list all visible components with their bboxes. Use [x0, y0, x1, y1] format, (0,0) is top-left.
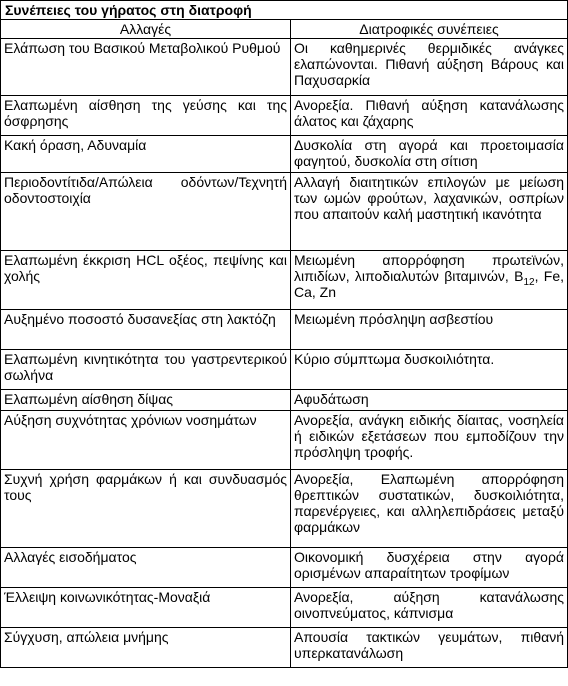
cell-change: Συχνή χρήση φαρμάκων ή και συνδυασμός τους — [1, 470, 291, 548]
cell-consequence: Κύριο σύμπτωμα δυσκοιλιότητα. — [291, 350, 568, 390]
cell-change: Ελαπωμένη αίσθηση της γεύσης και της όσφρησης — [1, 96, 291, 136]
cell-consequence: Απουσία τακτικών γευμάτων, πιθανή υπερκατανάλωση — [291, 628, 568, 668]
table-row — [1, 628, 568, 668]
cell-consequence: Ανορεξία. Πιθανή αύξηση κατανάλωσης άλατος και ζάχαρης — [291, 96, 568, 136]
header-consequences: Διατροφικές συνέπειες — [291, 20, 568, 39]
cell-consequence: Αλλαγή διαιτητικών επιλογών με μείωση των ωμών φρούτων, λαχανικών, οσπρίων που απαιτούν καλή μαστητική ικανότητα — [291, 173, 568, 251]
table-title-row — [1, 1, 568, 20]
cell-consequence: Μειωμένη πρόσληψη ασβεστίου — [291, 310, 568, 350]
cell-consequence: Οι καθημερινές θερμιδικές ανάγκες ελαπώνονται. Πιθανή αύξηση Βάρους και Παχυσαρκία — [291, 39, 568, 96]
table-row — [1, 411, 568, 470]
table-title: Συνέπειες του γήρατος στη διατροφή — [1, 1, 568, 20]
table-row — [1, 548, 568, 588]
cell-consequence: Αφυδάτωση — [291, 390, 568, 411]
subscript-12: 12 — [523, 276, 535, 288]
cell-change: Ελάπωση του Βασικού Μεταβολικού Ρυθμού — [1, 39, 291, 96]
consequence-text: Μειωμένη απορρόφηση πρωτεϊνών, λιπιδίων, λιποδιαλυτών βιταμινών, B — [294, 252, 565, 284]
cell-change: Ελαπωμένη αίσθηση δίψας — [1, 390, 291, 411]
table-row — [1, 588, 568, 628]
table-row — [1, 173, 568, 251]
cell-change: Κακή όραση, Αδυναμία — [1, 136, 291, 173]
table-row — [1, 39, 568, 96]
header-changes: Αλλαγές — [1, 20, 291, 39]
cell-change: Αυξημένο ποσοστό δυσανεξίας στη λακτόζη — [1, 310, 291, 350]
cell-change: Ελαπωμένη έκκριση HCL οξέος, πεψίνης και χολής — [1, 251, 291, 310]
cell-consequence: Δυσκολία στη αγορά και προετοιμασία φαγητού, δυσκολία στη σίτιση — [291, 136, 568, 173]
cell-change: Σύγχυση, απώλεια μνήμης — [1, 628, 291, 668]
table-row — [1, 96, 568, 136]
cell-consequence — [291, 251, 568, 310]
table-header-row — [1, 20, 568, 39]
consequence-text-minerals: , Fe, Ca, Zn — [294, 268, 565, 300]
cell-change: Αλλαγές εισοδήματος — [1, 548, 291, 588]
table-row — [1, 251, 568, 310]
cell-change: Περιοδοντίτιδα/Απώλεια οδόντων/Τεχνητή οδοντοστοιχία — [1, 173, 291, 251]
cell-change: Έλλειψη κοινωνικότητας-Μοναξιά — [1, 588, 291, 628]
table-row — [1, 470, 568, 548]
table-row — [1, 136, 568, 173]
cell-consequence: Οικονομική δυσχέρεια στην αγορά ορισμένων απαραίτητων τροφίμων — [291, 548, 568, 588]
cell-consequence: Ανορεξία, ανάγκη ειδικής δίαιτας, νοσηλεία ή ειδικών εξετάσεων που εμποδίζουν την πρόσληψη τροφής. — [291, 411, 568, 470]
cell-change: Αύξηση συχνότητας χρόνιων νοσημάτων — [1, 411, 291, 470]
table-row — [1, 350, 568, 390]
cell-consequence: Ανορεξία, αύξηση κατανάλωσης οινοπνεύματος, κάπνισμα — [291, 588, 568, 628]
table-row — [1, 390, 568, 411]
table-row — [1, 310, 568, 350]
cell-consequence: Ανορεξία, Ελαπωμένη απορρόφηση θρεπτικών συστατικών, δυσκοιλιότητα, παρενέργειες, και αλληλεπιδράσεις μεταξύ φαρμάκων — [291, 470, 568, 548]
cell-change: Ελαπωμένη κινητικότητα του γαστρεντερικού σωλήνα — [1, 350, 291, 390]
